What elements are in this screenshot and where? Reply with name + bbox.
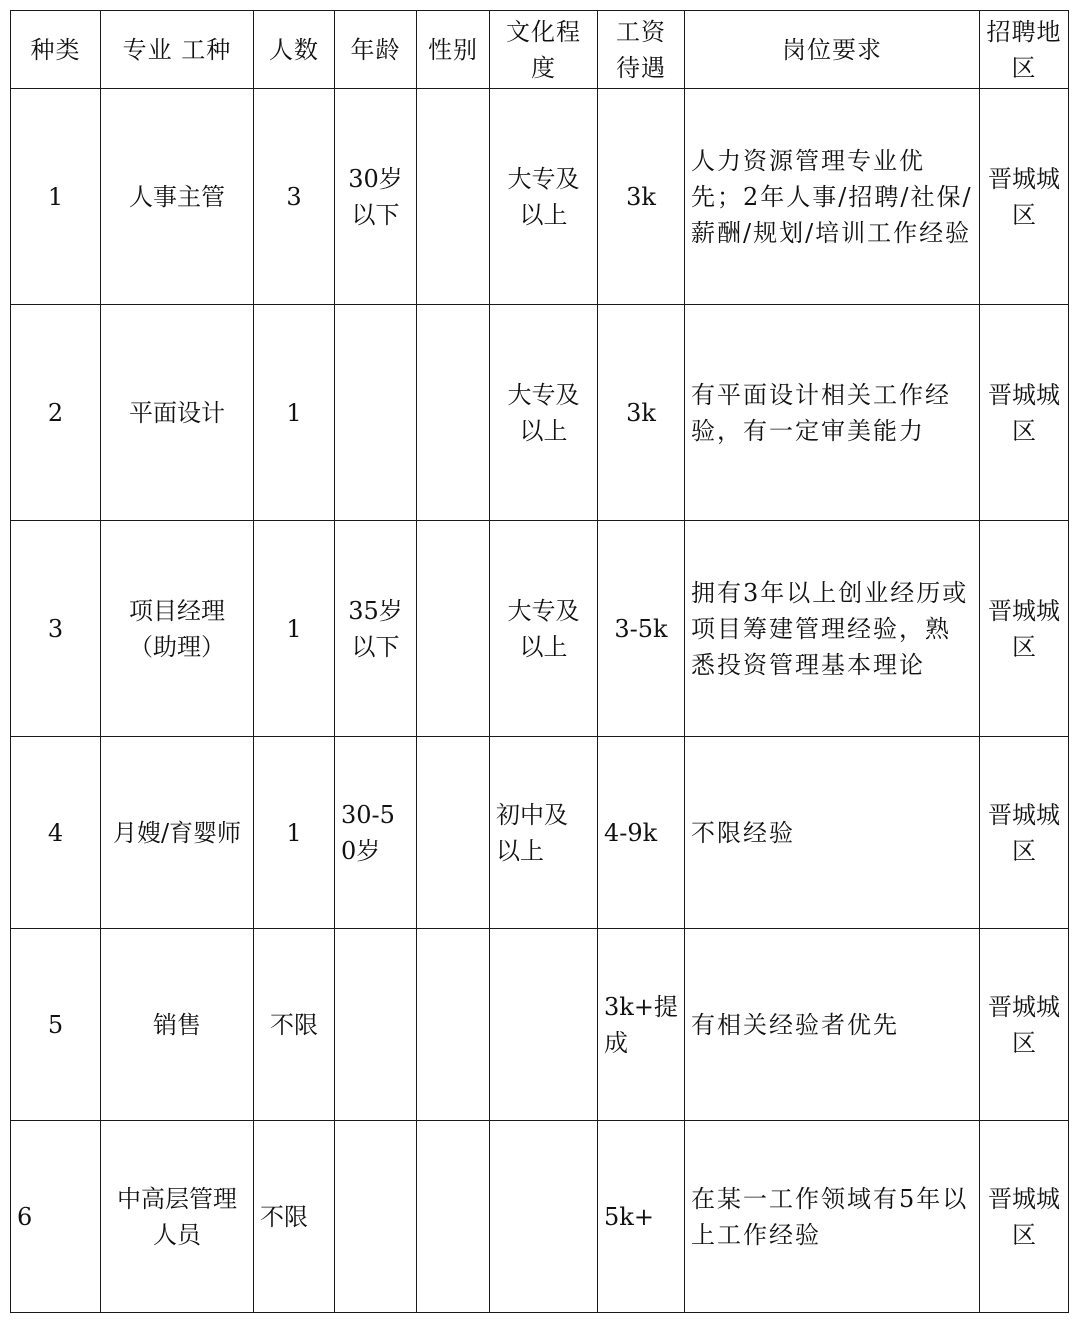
cell-gender <box>417 1121 490 1313</box>
cell-requirements: 在某一工作领域有5年以上工作经验 <box>685 1121 980 1313</box>
cell-gender <box>417 737 490 929</box>
cell-requirements: 不限经验 <box>685 737 980 929</box>
cell-education: 初中及以上 <box>490 737 598 929</box>
cell-position: 销售 <box>101 929 254 1121</box>
cell-type: 5 <box>11 929 101 1121</box>
header-position: 专业 工种 <box>101 11 254 89</box>
cell-age <box>335 929 417 1121</box>
cell-age <box>335 305 417 521</box>
cell-region: 晋城城区 <box>980 737 1069 929</box>
cell-region: 晋城城区 <box>980 521 1069 737</box>
cell-age: 30岁以下 <box>335 89 417 305</box>
header-count: 人数 <box>254 11 335 89</box>
table-row <box>11 737 1069 929</box>
table-row <box>11 305 1069 521</box>
cell-region: 晋城城区 <box>980 305 1069 521</box>
cell-gender <box>417 305 490 521</box>
cell-gender <box>417 521 490 737</box>
cell-education: 大专及以上 <box>490 89 598 305</box>
header-region: 招聘地区 <box>980 11 1069 89</box>
header-salary: 工资待遇 <box>598 11 685 89</box>
cell-salary: 5k+ <box>598 1121 685 1313</box>
header-requirements: 岗位要求 <box>685 11 980 89</box>
cell-position: 月嫂/育婴师 <box>101 737 254 929</box>
cell-salary: 3k <box>598 89 685 305</box>
cell-count: 不限 <box>254 1121 335 1313</box>
cell-requirements: 拥有3年以上创业经历或项目筹建管理经验，熟悉投资管理基本理论 <box>685 521 980 737</box>
cell-requirements: 有相关经验者优先 <box>685 929 980 1121</box>
cell-count: 1 <box>254 521 335 737</box>
cell-count: 1 <box>254 305 335 521</box>
cell-salary: 3k+提成 <box>598 929 685 1121</box>
cell-type: 1 <box>11 89 101 305</box>
cell-age <box>335 1121 417 1313</box>
cell-education: 大专及以上 <box>490 305 598 521</box>
table-row <box>11 89 1069 305</box>
header-type: 种类 <box>11 11 101 89</box>
cell-salary: 3k <box>598 305 685 521</box>
cell-type: 4 <box>11 737 101 929</box>
cell-requirements: 人力资源管理专业优先；2年人事/招聘/社保/薪酬/规划/培训工作经验 <box>685 89 980 305</box>
cell-education <box>490 1121 598 1313</box>
table-row <box>11 1121 1069 1313</box>
header-age: 年龄 <box>335 11 417 89</box>
header-education: 文化程度 <box>490 11 598 89</box>
cell-age: 35岁以下 <box>335 521 417 737</box>
cell-type: 3 <box>11 521 101 737</box>
cell-count: 不限 <box>254 929 335 1121</box>
cell-region: 晋城城区 <box>980 929 1069 1121</box>
cell-position: 人事主管 <box>101 89 254 305</box>
cell-position: 项目经理（助理） <box>101 521 254 737</box>
header-row <box>11 11 1069 89</box>
cell-count: 1 <box>254 737 335 929</box>
cell-position: 中高层管理人员 <box>101 1121 254 1313</box>
cell-gender <box>417 929 490 1121</box>
cell-education <box>490 929 598 1121</box>
cell-region: 晋城城区 <box>980 89 1069 305</box>
cell-education: 大专及以上 <box>490 521 598 737</box>
table-row <box>11 521 1069 737</box>
cell-count: 3 <box>254 89 335 305</box>
table-row <box>11 929 1069 1121</box>
cell-salary: 4-9k <box>598 737 685 929</box>
cell-region: 晋城城区 <box>980 1121 1069 1313</box>
cell-type: 6 <box>11 1121 101 1313</box>
cell-requirements: 有平面设计相关工作经验，有一定审美能力 <box>685 305 980 521</box>
cell-gender <box>417 89 490 305</box>
header-gender: 性别 <box>417 11 490 89</box>
cell-type: 2 <box>11 305 101 521</box>
cell-position: 平面设计 <box>101 305 254 521</box>
cell-salary: 3-5k <box>598 521 685 737</box>
recruitment-table <box>10 10 1069 1313</box>
cell-age: 30-50岁 <box>335 737 417 929</box>
